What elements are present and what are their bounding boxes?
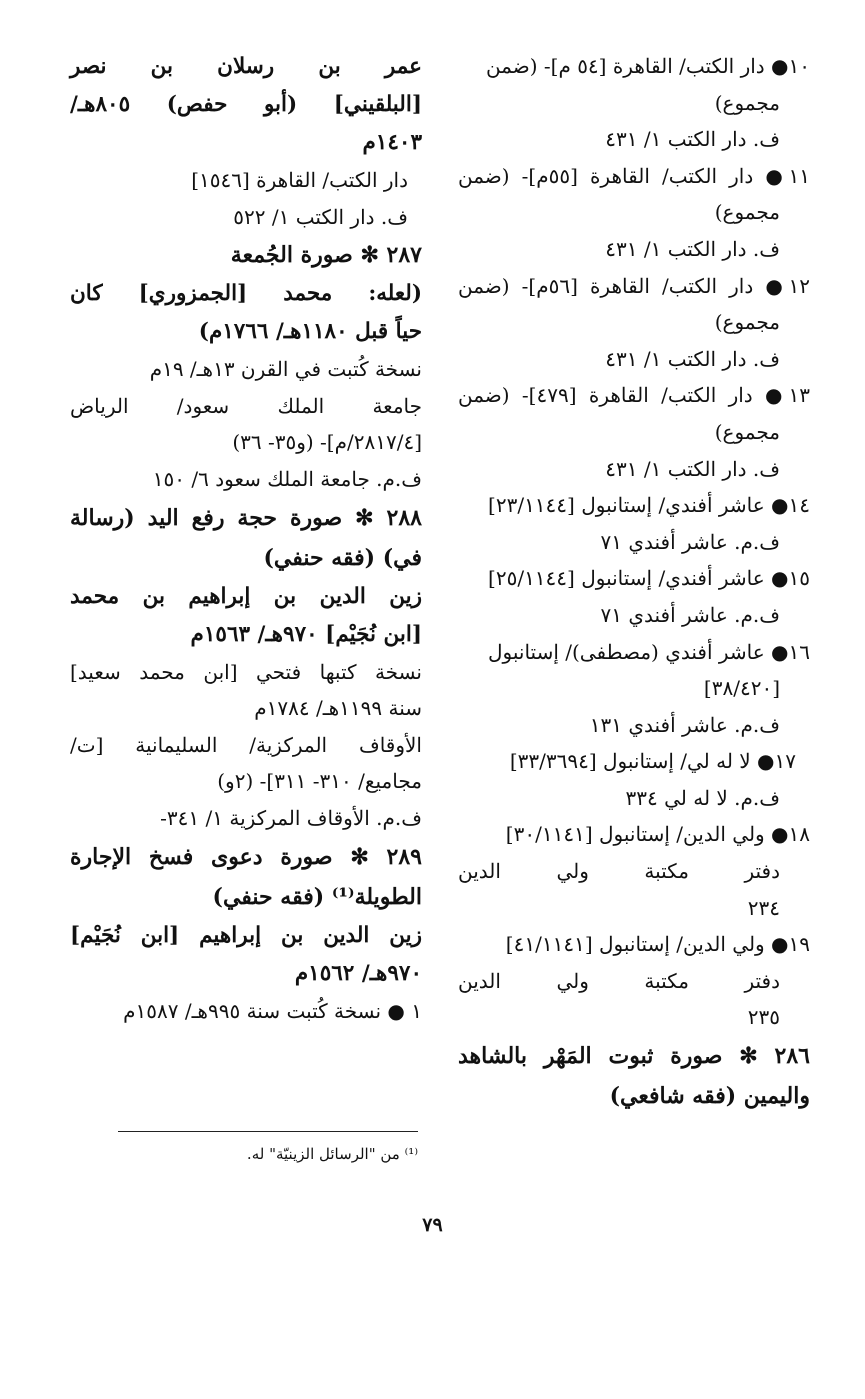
left-column-line: ١ ● نسخة كُتبت سنة ٩٩٥هـ/ ١٥٨٧م (123, 998, 422, 1023)
left-column-line: ٢٨٨ ✻ صورة حجة رفع اليد (رسالة (70, 504, 422, 531)
right-column-line: ف.م. لا له لي ٣٣٤ (625, 785, 780, 810)
left-column-line: نسخة كتبها فتحي [ابن محمد سعيد] (70, 659, 422, 684)
footnote: ⁽¹⁾ من "الرسائل الزينيّة" له. (246, 1145, 418, 1163)
left-column-line: ف.م. الأوقاف المركزية ١/ ٣٤١- (160, 805, 422, 830)
left-column-line: ٩٧٠هـ/ ١٥٦٢م (294, 960, 422, 986)
left-column-line: [٢٨١٧/٤/م]- (و٣٥- ٣٦) (232, 430, 422, 455)
right-column-line: ١٨● ولي الدين/ إستانبول [٣٠/١١٤١] (505, 822, 810, 847)
right-column-line: ٢٣٤ (747, 895, 780, 920)
right-column-line: مجموع) (714, 90, 780, 115)
left-column-line: [ابن نُجَيْم] ٩٧٠هـ/ ١٥٦٣م (190, 621, 422, 647)
page-number: ٧٩ (422, 1214, 443, 1236)
right-column-line: ١٧● لا له لي/ إستانبول [٣٣/٣٦٩٤] (509, 749, 796, 774)
right-column-line: واليمين (فقه شافعي) (609, 1083, 810, 1110)
right-column-line: [٣٨/٤٢٠] (703, 676, 780, 701)
left-column-line: سنة ١١٩٩هـ/ ١٧٨٤م (254, 696, 422, 721)
right-column-line: ١٥● عاشر أفندي/ إستانبول [٢٥/١١٤٤] (488, 566, 810, 591)
left-column-line: جامعة الملك سعود/ الرياض (70, 393, 422, 418)
right-column-line: ١١● دار الكتب/ القاهرة [٥٥م]- (ضمن (458, 163, 810, 188)
right-column (458, 48, 810, 1116)
left-column-line: ف. دار الكتب ١/ ٥٢٢ (233, 204, 408, 229)
left-column-line: في) (فقه حنفي) (263, 544, 422, 571)
right-column-line: مجموع) (714, 419, 780, 444)
right-column-line: ١٤● عاشر أفندي/ إستانبول [٢٣/١١٤٤] (488, 493, 810, 518)
left-column-line: دار الكتب/ القاهرة [١٥٤٦] (191, 168, 408, 192)
right-column-line: ف. دار الكتب ١/ ٤٣١ (605, 236, 780, 261)
right-column-line: دفتر مكتبة ولي الدين (458, 859, 780, 884)
left-column-line: زين الدين بن إبراهيم [ابن نُجَيْم] (70, 922, 422, 948)
right-column-line: ف.م. عاشر أفندي ٧١ (600, 602, 780, 627)
right-column-line: ١٣● دار الكتب/ القاهرة [٤٧٩]- (ضمن (458, 383, 810, 408)
right-column-line: ف. دار الكتب ١/ ٤٣١ (605, 456, 780, 481)
left-column-line: ١٤٠٣م (362, 130, 422, 155)
left-column-line: ف.م. جامعة الملك سعود ٦/ ١٥٠ (152, 466, 422, 491)
left-column (70, 48, 422, 1029)
right-column-line: ١٠● دار الكتب/ القاهرة [٥٤ م]- (ضمن (485, 54, 810, 78)
left-column-line: حياً قبل ١١٨٠هـ/ ١٧٦٦م) (198, 319, 422, 345)
left-column-line: زين الدين بن إبراهيم بن محمد (70, 583, 422, 609)
left-column-line: [البلقيني] (أبو حفص) ٨٠٥هـ/ (70, 92, 422, 117)
left-column-line: الطويلة⁽¹⁾ (فقه حنفي) (212, 883, 422, 910)
left-column-line: عمر بن رسلان بن نصر (70, 54, 422, 79)
right-column-line: مجموع) (714, 310, 780, 335)
footnote-divider (118, 1131, 418, 1132)
right-column-line: ف. دار الكتب ١/ ٤٣١ (605, 346, 780, 371)
right-column-line: ف.م. عاشر أفندي ٧١ (600, 529, 780, 554)
right-column-line: ٢٨٦ ✻ صورة ثبوت المَهْر بالشاهد (458, 1043, 810, 1070)
right-column-line: ١٢● دار الكتب/ القاهرة [٥٦م]- (ضمن (458, 273, 810, 298)
left-column-line: نسخة كُتبت في القرن ١٣هـ/ ١٩م (149, 357, 422, 382)
left-column-line: مجاميع/ ٣١٠- ٣١١]- (٢و) (217, 769, 422, 794)
right-column-line: دفتر مكتبة ولي الدين (458, 968, 780, 993)
right-column-line: ٢٣٥ (747, 1005, 780, 1030)
right-column-line: مجموع) (714, 200, 780, 225)
left-column-line: الأوقاف المركزية/ السليمانية [ت/ (70, 732, 422, 757)
left-column-line: (لعله: محمد [الجمزوري] كان (70, 281, 422, 307)
left-column-line: ٢٨٧ ✻ صورة الجُمعة (230, 242, 422, 269)
left-column-line: ٢٨٩ ✻ صورة دعوى فسخ الإجارة (70, 843, 422, 870)
right-column-line: ف.م. عاشر أفندي ١٣١ (589, 712, 780, 737)
right-column-line: ف. دار الكتب ١/ ٤٣١ (605, 127, 780, 152)
right-column-line: ١٩● ولي الدين/ إستانبول [٤١/١١٤١] (505, 932, 810, 957)
right-column-line: ١٦● عاشر أفندي (مصطفى)/ إستانبول (488, 639, 810, 664)
